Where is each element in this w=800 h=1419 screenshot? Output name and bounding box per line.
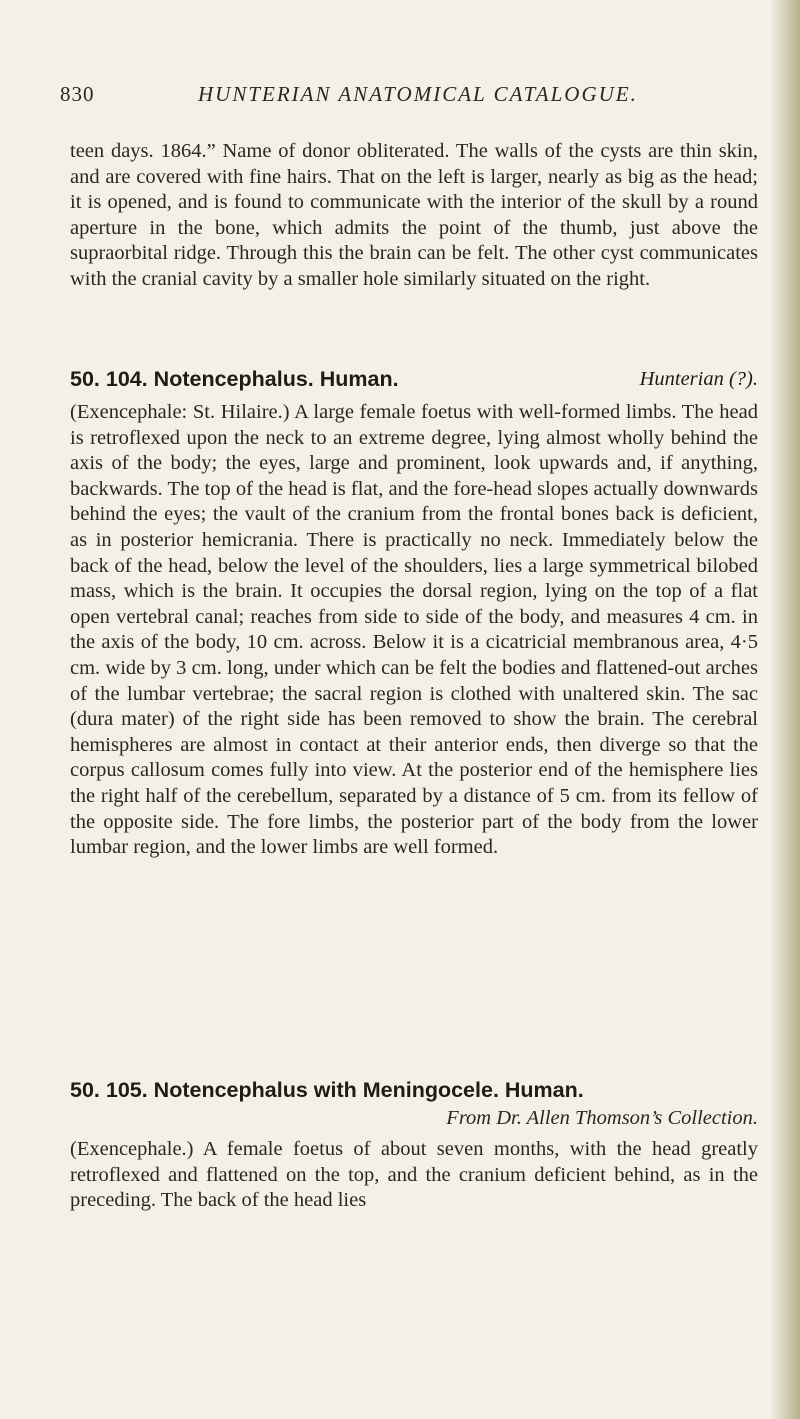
continuation-paragraph: teen days. 1864.” Name of donor obliterated. The walls of the cysts are thin skin, and are covered with fine hairs. That on the left is larger, nearly as big as the head; it is opened, and is found to communicate with the interior of the skull by a round aperture in the bone, which admits the point of the thumb, just above the supraorbital ridge. Through this the brain can be felt. The other cyst communicates with the cranial cavity by a smaller hole similarly situated on the right. xyxy=(70,140,758,290)
running-head xyxy=(60,82,760,110)
entry-source: Hunterian (?). xyxy=(639,368,758,390)
entry-source: From Dr. Allen Thomson’s Collection. xyxy=(446,1107,758,1129)
entry-heading xyxy=(70,366,758,392)
entry-title: 50. 104. Notencephalus. Human. xyxy=(70,367,399,391)
entry-description: (Exencephale.) A female foetus of about seven months, with the head greatly retroflexed and flattened on the top, and the cranium deficient behind, as in the preceding. The back of the head lies xyxy=(70,1138,758,1212)
page-edge-shadow xyxy=(770,0,800,1419)
continuation-block xyxy=(70,139,758,293)
page-number: 830 xyxy=(60,82,95,106)
entry-50-104 xyxy=(70,366,758,861)
entry-50-105 xyxy=(70,1077,758,1214)
entry-title: 50. 105. Notencephalus with Meningocele. Human. xyxy=(70,1078,584,1102)
entry-description: (Exencephale: St. Hilaire.) A large female foetus with well-formed limbs. The head is retroflexed upon the neck to an extreme degree, lying almost wholly behind the axis of the body; the eyes, large and prominent, look upwards and, if anything, backwards. The top of the head is flat, and the fore-head slopes actually downwards behind the eyes; the vault of the cranium from the frontal bones back is deficient, as in posterior hemicrania. There is practically no neck. Immediately below the back of the head, below the level of the shoulders, lies a large symmetrical bilobed mass, which is the brain. It occupies the dorsal region, lying on the top of a flat open vertebral canal; reaches from side to side of the body, and measures 4 cm. in the axis of the body, 10 cm. across. Below it is a cicatricial membranous area, 4·5 cm. wide by 3 cm. long, under which can be felt the bodies and flattened-out arches of the lumbar vertebrae; the sacral region is clothed with unaltered skin. The sac (dura mater) of the right side has been removed to show the brain. The cerebral hemispheres are almost in contact at their anterior ends, then diverge so that the corpus callosum comes fully into view. At the posterior end of the hemisphere lies the right half of the cerebellum, separated by a distance of 5 cm. from its fellow of the opposite side. The fore limbs, the posterior part of the body from the lower lumbar region, and the lower limbs are well formed. xyxy=(70,401,758,859)
entry-heading xyxy=(70,1077,758,1103)
running-title: HUNTERIAN ANATOMICAL CATALOGUE. xyxy=(198,82,638,106)
